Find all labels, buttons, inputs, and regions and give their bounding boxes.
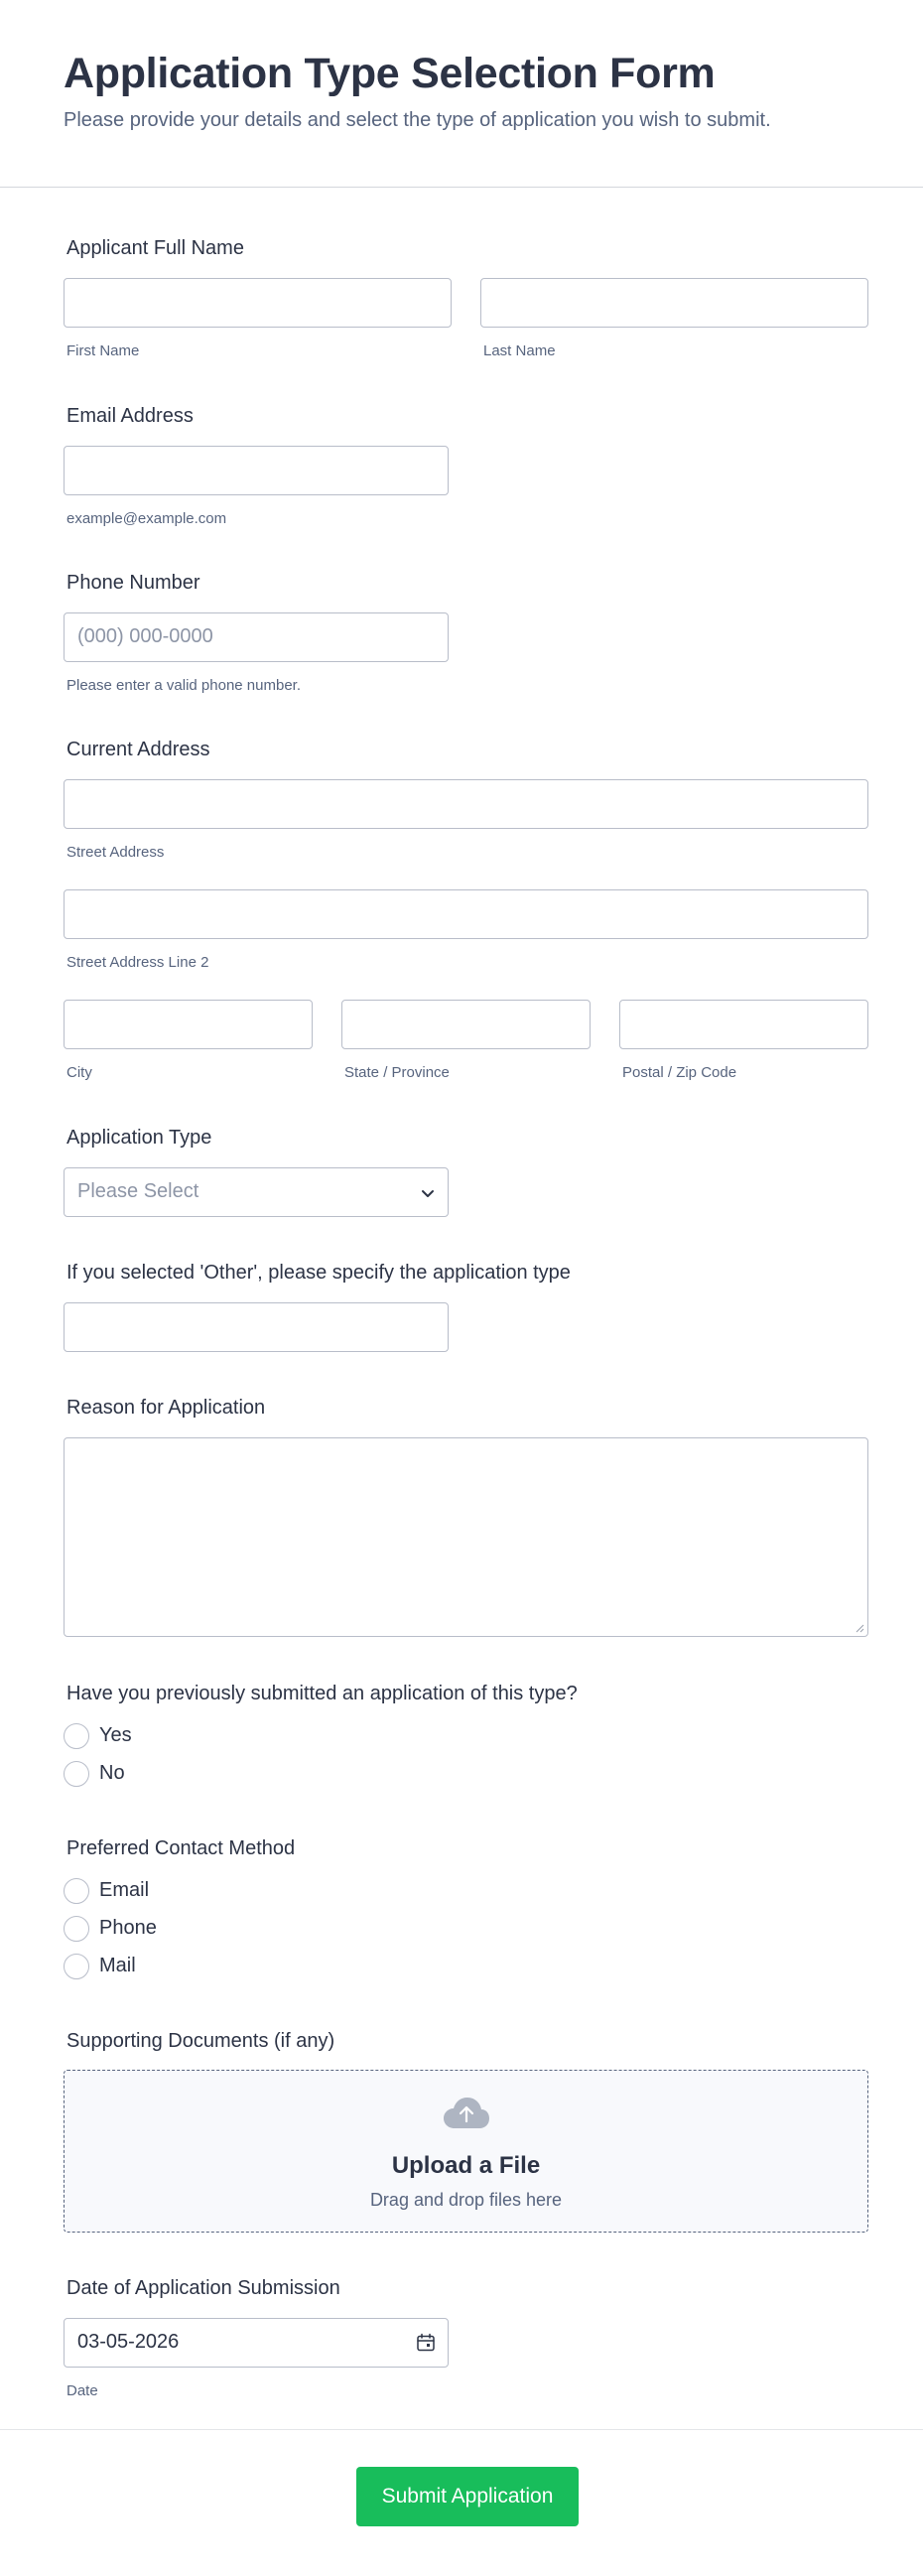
last-name-input[interactable] <box>480 278 868 328</box>
page-subtitle: Please provide your details and select the type of application you wish to submit. <box>64 109 771 131</box>
radio-label: Mail <box>99 1955 136 1976</box>
email-input[interactable] <box>64 446 449 495</box>
date-input[interactable] <box>64 2318 449 2368</box>
zip-sublabel: Postal / Zip Code <box>622 1064 737 1081</box>
chevron-down-icon <box>420 1185 436 1201</box>
state-sublabel: State / Province <box>344 1064 450 1081</box>
phone-input[interactable] <box>64 612 449 662</box>
date-label: Date of Application Submission <box>66 2277 340 2299</box>
full-name-label: Applicant Full Name <box>66 237 244 259</box>
upload-subtitle: Drag and drop files here <box>369 2190 563 2210</box>
reason-textarea[interactable] <box>64 1437 868 1637</box>
radio-button[interactable] <box>64 1954 89 1979</box>
file-upload-dropzone[interactable] <box>64 2070 868 2233</box>
first-name-sublabel: First Name <box>66 342 140 359</box>
application-type-selected: Please Select <box>77 1180 199 1202</box>
date-sublabel: Date <box>66 2382 98 2399</box>
phone-placeholder: (000) 000-0000 <box>77 625 213 647</box>
submit-application-button[interactable]: Submit Application <box>356 2467 579 2526</box>
cloud-upload-icon <box>443 2097 490 2130</box>
email-sublabel: example@example.com <box>66 510 227 527</box>
application-type-label: Application Type <box>66 1127 212 1149</box>
resize-handle-icon[interactable] <box>855 1623 864 1633</box>
city-sublabel: City <box>66 1064 92 1081</box>
radio-label: Phone <box>99 1917 157 1939</box>
radio-button[interactable] <box>64 1761 89 1787</box>
application-type-select[interactable] <box>64 1167 449 1217</box>
radio-button[interactable] <box>64 1916 89 1942</box>
street-address-sublabel: Street Address <box>66 844 165 861</box>
radio-button[interactable] <box>64 1723 89 1749</box>
date-value: 03-05-2026 <box>77 2331 180 2353</box>
form-header <box>0 0 923 188</box>
street-address-line2-input[interactable] <box>64 889 868 939</box>
upload-title: Upload a File <box>391 2152 541 2179</box>
other-type-label: If you selected 'Other', please specify the application type <box>66 1262 571 1284</box>
radio-label: Email <box>99 1879 150 1901</box>
city-input[interactable] <box>64 1000 313 1049</box>
contact-method-label: Preferred Contact Method <box>66 1837 296 1859</box>
previous-application-label: Have you previously submitted an application of this type? <box>66 1683 578 1704</box>
state-input[interactable] <box>341 1000 591 1049</box>
first-name-input[interactable] <box>64 278 452 328</box>
radio-label: Yes <box>99 1724 132 1746</box>
street-address-input[interactable] <box>64 779 868 829</box>
calendar-icon[interactable] <box>416 2333 436 2353</box>
email-label: Email Address <box>66 405 194 427</box>
documents-label: Supporting Documents (if any) <box>66 2030 335 2052</box>
reason-label: Reason for Application <box>66 1397 266 1419</box>
phone-label: Phone Number <box>66 572 200 594</box>
zip-input[interactable] <box>619 1000 868 1049</box>
radio-button[interactable] <box>64 1878 89 1904</box>
address-label: Current Address <box>66 739 210 760</box>
radio-label: No <box>99 1762 125 1784</box>
last-name-sublabel: Last Name <box>483 342 556 359</box>
page-title: Application Type Selection Form <box>64 50 716 97</box>
phone-sublabel: Please enter a valid phone number. <box>66 677 301 694</box>
other-type-input[interactable] <box>64 1302 449 1352</box>
street-address-line2-sublabel: Street Address Line 2 <box>66 954 209 971</box>
